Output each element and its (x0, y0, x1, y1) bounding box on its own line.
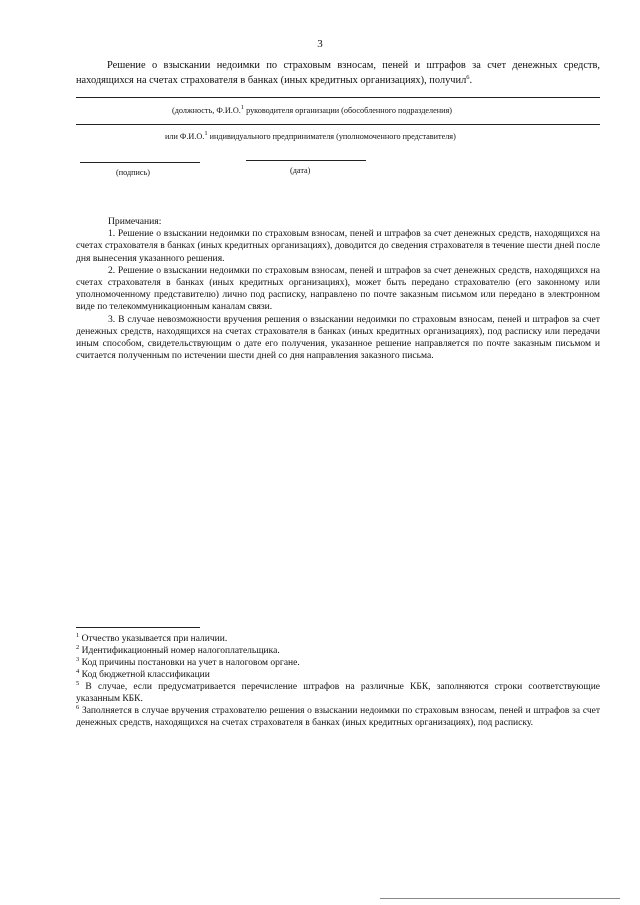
entrepreneur-caption-start: или Ф.И.О. (165, 132, 205, 141)
footnote-text: Код причины постановки на учет в налоговом органе. (79, 658, 300, 668)
footnote-number: 1 (76, 632, 80, 639)
scan-edge-line (380, 898, 620, 899)
entrepreneur-caption-rest: индивидуального предпринимателя (уполномоченного представителя) (207, 132, 456, 141)
footnote-6 (76, 705, 600, 729)
entrepreneur-caption (165, 132, 456, 142)
position-name-line (76, 97, 600, 98)
notes-heading: Примечания: (108, 216, 162, 227)
footnote-1 (76, 633, 600, 645)
footnote-ref-1b: 1 (204, 130, 208, 137)
footnote-3 (76, 657, 600, 669)
notes-section (76, 216, 600, 362)
footnote-text: Код бюджетной классификации (79, 670, 210, 680)
entrepreneur-name-line (76, 124, 600, 125)
footnote-number: 4 (76, 668, 80, 675)
footnote-number: 5 (76, 680, 80, 687)
note-item-2: 2. Решение о взыскании недоимки по страховым взносам, пеней и штрафов за счет денежных средств, находящихся на счетах страхователя в банках (иных кредитных организациях), может быть передано страхователю (его законному или уполномоченному представителю) лично под расписку, направлено по почте заказным письмом или передано в электронном виде по телекоммуникационным каналам связи. (76, 264, 600, 313)
receipt-statement-text: Решение о взыскании недоимки по страховым взносам, пеней и штрафов за счет денежных средств, находящихся на счетах страхователя в банках (иных кредитных организациях), получил (76, 60, 600, 86)
position-caption-rest: руководителя организации (обособленного подразделения) (244, 106, 452, 115)
footnote-4 (76, 669, 600, 681)
footnotes-section (76, 633, 600, 729)
footnote-text: Идентификационный номер налогоплательщика. (79, 646, 280, 656)
page-number: 3 (317, 38, 323, 50)
footnote-text: Отчество указывается при наличии. (79, 634, 228, 644)
receipt-statement-end: . (469, 75, 473, 86)
signature-caption: (подпись) (116, 168, 150, 177)
footnote-5 (76, 681, 600, 705)
footnote-number: 6 (76, 704, 80, 711)
receipt-statement (76, 58, 600, 88)
footnote-number: 2 (76, 644, 80, 651)
footnote-text: В случае, если предусматривается перечисление штрафов на различные КБК, заполняются строки соответствующие указанным КБК. (76, 682, 600, 704)
note-item-3: 3. В случае невозможности вручения решения о взыскании недоимки по страховым взносам, пеней и штрафов за счет денежных средств, находящихся на счетах страхователя в банках (иных кредитных организациях), под расписку или передачи иным способом, свидетельствующим о дате его получения, указанное решение направляется по почте заказным письмом и считается полученным по истечении шести дней со дня направления заказного письма. (76, 313, 600, 362)
position-caption (172, 106, 452, 116)
note-item-1: 1. Решение о взыскании недоимки по страховым взносам, пеней и штрафов за счет денежных средств, находящихся на счетах страхователя в банках (иных кредитных организациях), доводится до сведения страхователя в течение шести дней после дня вынесения указанного решения. (76, 228, 600, 264)
footnote-number: 3 (76, 656, 80, 663)
footnote-2 (76, 645, 600, 657)
date-line (246, 160, 366, 161)
footnote-text: Заполняется в случае вручения страхователю решения о взыскании недоимки по страховым взносам, пеней и штрафов за счет денежных средств, находящихся на счетах страхователя в банках (иных кредитных организациях), под расписку. (76, 706, 600, 728)
signature-line (80, 162, 200, 163)
footnote-separator (76, 627, 200, 628)
position-caption-start: (должность, Ф.И.О. (172, 106, 241, 115)
footnote-ref-1: 1 (240, 104, 245, 111)
date-caption: (дата) (290, 166, 311, 175)
footnote-ref-6: 6 (466, 74, 470, 81)
